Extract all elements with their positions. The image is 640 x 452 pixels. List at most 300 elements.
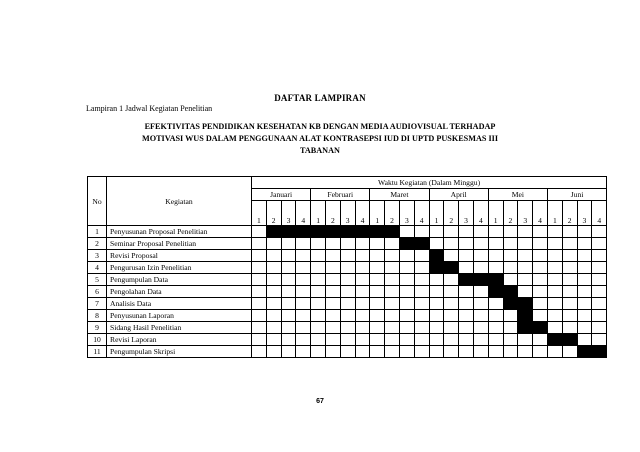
schedule-empty-cell	[459, 226, 474, 238]
schedule-empty-cell	[562, 262, 577, 274]
schedule-empty-cell	[414, 298, 429, 310]
schedule-empty-cell	[429, 334, 444, 346]
schedule-empty-cell	[518, 262, 533, 274]
schedule-empty-cell	[399, 310, 414, 322]
schedule-empty-cell	[533, 250, 548, 262]
schedule-empty-cell	[473, 238, 488, 250]
schedule-empty-cell	[503, 334, 518, 346]
schedule-empty-cell	[266, 274, 281, 286]
schedule-empty-cell	[488, 238, 503, 250]
schedule-empty-cell	[311, 274, 326, 286]
table-row	[88, 226, 607, 238]
schedule-bar-cell	[459, 274, 474, 286]
schedule-empty-cell	[547, 274, 562, 286]
schedule-empty-cell	[503, 262, 518, 274]
schedule-empty-cell	[503, 322, 518, 334]
activity-name: Penyusunan Proposal Penelitian	[107, 226, 252, 238]
schedule-empty-cell	[385, 298, 400, 310]
schedule-bar-cell	[518, 298, 533, 310]
schedule-empty-cell	[488, 226, 503, 238]
week-header: 1	[547, 201, 562, 226]
schedule-empty-cell	[429, 226, 444, 238]
schedule-empty-cell	[488, 250, 503, 262]
schedule-empty-cell	[533, 226, 548, 238]
schedule-empty-cell	[399, 346, 414, 358]
schedule-empty-cell	[473, 226, 488, 238]
schedule-empty-cell	[414, 310, 429, 322]
schedule-empty-cell	[296, 322, 311, 334]
schedule-empty-cell	[562, 274, 577, 286]
schedule-empty-cell	[547, 286, 562, 298]
schedule-bar-cell	[385, 226, 400, 238]
research-title	[100, 121, 540, 157]
schedule-empty-cell	[385, 334, 400, 346]
schedule-empty-cell	[429, 238, 444, 250]
schedule-empty-cell	[429, 298, 444, 310]
schedule-empty-cell	[562, 298, 577, 310]
schedule-empty-cell	[518, 250, 533, 262]
schedule-empty-cell	[281, 238, 296, 250]
schedule-empty-cell	[281, 322, 296, 334]
week-header: 4	[355, 201, 370, 226]
schedule-empty-cell	[577, 334, 592, 346]
schedule-empty-cell	[340, 250, 355, 262]
schedule-empty-cell	[311, 334, 326, 346]
activity-name: Revisi Proposal	[107, 250, 252, 262]
schedule-empty-cell	[533, 262, 548, 274]
schedule-bar-cell	[429, 262, 444, 274]
table-row	[88, 238, 607, 250]
schedule-empty-cell	[266, 262, 281, 274]
schedule-body	[88, 226, 607, 358]
schedule-empty-cell	[444, 238, 459, 250]
table-row	[88, 322, 607, 334]
schedule-empty-cell	[252, 346, 267, 358]
schedule-empty-cell	[252, 238, 267, 250]
schedule-empty-cell	[592, 298, 607, 310]
schedule-empty-cell	[473, 250, 488, 262]
schedule-empty-cell	[459, 346, 474, 358]
schedule-empty-cell	[459, 298, 474, 310]
week-header: 4	[533, 201, 548, 226]
schedule-empty-cell	[518, 238, 533, 250]
schedule-empty-cell	[385, 250, 400, 262]
week-header: 3	[340, 201, 355, 226]
week-header: 4	[296, 201, 311, 226]
header-no: No	[88, 177, 107, 226]
schedule-empty-cell	[414, 250, 429, 262]
month-header: Januari	[252, 189, 311, 201]
research-title-line-2: MOTIVASI WUS DALAM PENGGUNAAN ALAT KONTRASEPSI IUD DI UPTD PUSKESMAS III	[141, 134, 499, 143]
week-header: 2	[562, 201, 577, 226]
schedule-bar-cell	[370, 226, 385, 238]
schedule-empty-cell	[311, 262, 326, 274]
schedule-empty-cell	[281, 250, 296, 262]
schedule-empty-cell	[340, 238, 355, 250]
schedule-empty-cell	[488, 322, 503, 334]
week-header: 1	[252, 201, 267, 226]
schedule-bar-cell	[325, 226, 340, 238]
schedule-empty-cell	[459, 310, 474, 322]
schedule-empty-cell	[340, 346, 355, 358]
schedule-empty-cell	[547, 250, 562, 262]
schedule-empty-cell	[414, 226, 429, 238]
schedule-empty-cell	[252, 298, 267, 310]
schedule-empty-cell	[459, 334, 474, 346]
schedule-bar-cell	[592, 346, 607, 358]
schedule-empty-cell	[266, 238, 281, 250]
schedule-empty-cell	[399, 262, 414, 274]
schedule-empty-cell	[473, 262, 488, 274]
week-header: 4	[414, 201, 429, 226]
activity-name: Pengurusan Izin Penelitian	[107, 262, 252, 274]
week-header: 1	[429, 201, 444, 226]
schedule-empty-cell	[562, 310, 577, 322]
schedule-bar-cell	[503, 286, 518, 298]
schedule-empty-cell	[311, 238, 326, 250]
schedule-empty-cell	[533, 286, 548, 298]
schedule-empty-cell	[370, 274, 385, 286]
week-header: 3	[281, 201, 296, 226]
schedule-empty-cell	[399, 298, 414, 310]
week-header: 3	[518, 201, 533, 226]
schedule-empty-cell	[518, 226, 533, 238]
schedule-empty-cell	[533, 238, 548, 250]
schedule-empty-cell	[385, 286, 400, 298]
schedule-empty-cell	[281, 334, 296, 346]
schedule-empty-cell	[325, 238, 340, 250]
activity-name: Seminar Proposal Penelitian	[107, 238, 252, 250]
schedule-empty-cell	[311, 298, 326, 310]
schedule-empty-cell	[488, 310, 503, 322]
schedule-empty-cell	[399, 274, 414, 286]
schedule-empty-cell	[399, 250, 414, 262]
schedule-empty-cell	[459, 262, 474, 274]
schedule-empty-cell	[547, 322, 562, 334]
schedule-empty-cell	[444, 334, 459, 346]
schedule-empty-cell	[488, 334, 503, 346]
schedule-empty-cell	[399, 226, 414, 238]
row-number: 4	[88, 262, 107, 274]
schedule-empty-cell	[547, 262, 562, 274]
row-number: 9	[88, 322, 107, 334]
schedule-empty-cell	[311, 346, 326, 358]
schedule-empty-cell	[473, 286, 488, 298]
schedule-empty-cell	[429, 286, 444, 298]
activity-name: Sidang Hasil Penelitian	[107, 322, 252, 334]
schedule-empty-cell	[488, 262, 503, 274]
schedule-empty-cell	[340, 286, 355, 298]
schedule-empty-cell	[533, 298, 548, 310]
schedule-bar-cell	[577, 346, 592, 358]
schedule-empty-cell	[577, 298, 592, 310]
schedule-empty-cell	[577, 226, 592, 238]
schedule-empty-cell	[252, 322, 267, 334]
schedule-empty-cell	[473, 310, 488, 322]
schedule-empty-cell	[355, 286, 370, 298]
schedule-empty-cell	[252, 310, 267, 322]
row-number: 10	[88, 334, 107, 346]
schedule-empty-cell	[444, 346, 459, 358]
schedule-empty-cell	[252, 226, 267, 238]
activity-name: Pengumpulan Skripsi	[107, 346, 252, 358]
schedule-empty-cell	[429, 310, 444, 322]
schedule-empty-cell	[311, 250, 326, 262]
schedule-empty-cell	[355, 322, 370, 334]
schedule-empty-cell	[281, 286, 296, 298]
schedule-empty-cell	[577, 250, 592, 262]
schedule-empty-cell	[592, 334, 607, 346]
schedule-empty-cell	[325, 274, 340, 286]
schedule-empty-cell	[340, 322, 355, 334]
week-header: 3	[399, 201, 414, 226]
schedule-empty-cell	[459, 238, 474, 250]
schedule-empty-cell	[399, 322, 414, 334]
schedule-bar-cell	[296, 226, 311, 238]
schedule-empty-cell	[296, 334, 311, 346]
schedule-bar-cell	[399, 238, 414, 250]
schedule-empty-cell	[311, 286, 326, 298]
schedule-empty-cell	[577, 262, 592, 274]
schedule-empty-cell	[444, 310, 459, 322]
schedule-empty-cell	[370, 238, 385, 250]
schedule-empty-cell	[592, 262, 607, 274]
row-number: 1	[88, 226, 107, 238]
week-header: 2	[325, 201, 340, 226]
schedule-empty-cell	[503, 226, 518, 238]
week-header: 4	[473, 201, 488, 226]
schedule-bar-cell	[473, 274, 488, 286]
schedule-empty-cell	[385, 274, 400, 286]
page-title: DAFTAR LAMPIRAN	[274, 93, 366, 103]
schedule-empty-cell	[503, 250, 518, 262]
schedule-empty-cell	[429, 346, 444, 358]
schedule-empty-cell	[355, 334, 370, 346]
schedule-empty-cell	[311, 310, 326, 322]
schedule-empty-cell	[266, 322, 281, 334]
schedule-empty-cell	[414, 262, 429, 274]
schedule-empty-cell	[370, 250, 385, 262]
activity-name: Revisi Laporan	[107, 334, 252, 346]
week-header: 4	[592, 201, 607, 226]
schedule-empty-cell	[518, 334, 533, 346]
table-row	[88, 310, 607, 322]
schedule-empty-cell	[370, 286, 385, 298]
schedule-empty-cell	[562, 322, 577, 334]
schedule-empty-cell	[355, 274, 370, 286]
schedule-empty-cell	[355, 298, 370, 310]
schedule-empty-cell	[459, 250, 474, 262]
schedule-empty-cell	[252, 286, 267, 298]
schedule-empty-cell	[252, 250, 267, 262]
row-number: 11	[88, 346, 107, 358]
schedule-bar-cell	[562, 334, 577, 346]
week-header: 3	[577, 201, 592, 226]
table-row	[88, 250, 607, 262]
activity-name: Pengumpulan Data	[107, 274, 252, 286]
schedule-bar-cell	[444, 262, 459, 274]
activity-name: Pengolahan Data	[107, 286, 252, 298]
schedule-empty-cell	[296, 262, 311, 274]
week-header: 1	[311, 201, 326, 226]
schedule-empty-cell	[325, 346, 340, 358]
schedule-empty-cell	[266, 346, 281, 358]
schedule-empty-cell	[577, 286, 592, 298]
table-row	[88, 334, 607, 346]
schedule-empty-cell	[281, 298, 296, 310]
schedule-empty-cell	[399, 334, 414, 346]
table-row	[88, 274, 607, 286]
research-title-line-3: TABANAN	[300, 146, 340, 155]
schedule-empty-cell	[592, 322, 607, 334]
schedule-bar-cell	[355, 226, 370, 238]
schedule-empty-cell	[370, 298, 385, 310]
schedule-empty-cell	[355, 310, 370, 322]
schedule-empty-cell	[281, 274, 296, 286]
schedule-bar-cell	[281, 226, 296, 238]
schedule-empty-cell	[444, 274, 459, 286]
schedule-empty-cell	[385, 310, 400, 322]
schedule-empty-cell	[547, 310, 562, 322]
week-header: 1	[370, 201, 385, 226]
schedule-empty-cell	[266, 250, 281, 262]
schedule-empty-cell	[370, 322, 385, 334]
table-row	[88, 262, 607, 274]
schedule-empty-cell	[533, 310, 548, 322]
schedule-empty-cell	[370, 310, 385, 322]
schedule-empty-cell	[577, 322, 592, 334]
schedule-empty-cell	[562, 346, 577, 358]
schedule-empty-cell	[444, 298, 459, 310]
schedule-empty-cell	[444, 322, 459, 334]
schedule-empty-cell	[562, 226, 577, 238]
appendix-subtitle: Lampiran 1 Jadwal Kegiatan Penelitian	[86, 104, 213, 113]
activity-name: Penyusunan Laporan	[107, 310, 252, 322]
schedule-empty-cell	[266, 298, 281, 310]
schedule-empty-cell	[592, 226, 607, 238]
schedule-empty-cell	[340, 262, 355, 274]
schedule-bar-cell	[488, 286, 503, 298]
schedule-empty-cell	[325, 298, 340, 310]
schedule-empty-cell	[518, 286, 533, 298]
schedule-empty-cell	[503, 346, 518, 358]
schedule-empty-cell	[503, 310, 518, 322]
table-row	[88, 346, 607, 358]
schedule-empty-cell	[340, 310, 355, 322]
schedule-bar-cell	[547, 334, 562, 346]
schedule-empty-cell	[325, 334, 340, 346]
schedule-empty-cell	[547, 226, 562, 238]
row-number: 2	[88, 238, 107, 250]
schedule-empty-cell	[547, 298, 562, 310]
schedule-empty-cell	[459, 286, 474, 298]
schedule-empty-cell	[296, 286, 311, 298]
schedule-empty-cell	[414, 322, 429, 334]
schedule-empty-cell	[592, 310, 607, 322]
schedule-empty-cell	[503, 238, 518, 250]
schedule-empty-cell	[325, 322, 340, 334]
schedule-bar-cell	[518, 310, 533, 322]
month-header: Februari	[311, 189, 370, 201]
schedule-empty-cell	[281, 346, 296, 358]
schedule-empty-cell	[340, 298, 355, 310]
schedule-empty-cell	[414, 334, 429, 346]
schedule-empty-cell	[577, 274, 592, 286]
schedule-empty-cell	[266, 334, 281, 346]
schedule-empty-cell	[296, 274, 311, 286]
header-row-time	[88, 177, 607, 189]
schedule-empty-cell	[414, 346, 429, 358]
schedule-empty-cell	[562, 286, 577, 298]
table-row	[88, 286, 607, 298]
schedule-bar-cell	[503, 298, 518, 310]
row-number: 7	[88, 298, 107, 310]
schedule-empty-cell	[562, 238, 577, 250]
month-header: Maret	[370, 189, 429, 201]
week-header: 2	[266, 201, 281, 226]
schedule-empty-cell	[355, 262, 370, 274]
row-number: 3	[88, 250, 107, 262]
schedule-empty-cell	[266, 286, 281, 298]
schedule-empty-cell	[547, 238, 562, 250]
schedule-empty-cell	[296, 346, 311, 358]
research-title-line-1: EFEKTIVITAS PENDIDIKAN KESEHATAN KB DENGAN MEDIA AUDIOVISUAL TERHADAP	[144, 122, 496, 131]
schedule-empty-cell	[355, 250, 370, 262]
week-header: 2	[444, 201, 459, 226]
schedule-empty-cell	[503, 274, 518, 286]
schedule-empty-cell	[547, 346, 562, 358]
activity-name: Analisis Data	[107, 298, 252, 310]
header-activity: Kegiatan	[107, 177, 252, 226]
schedule-empty-cell	[296, 238, 311, 250]
schedule-empty-cell	[533, 334, 548, 346]
schedule-bar-cell	[518, 322, 533, 334]
schedule-empty-cell	[325, 250, 340, 262]
schedule-empty-cell	[592, 238, 607, 250]
schedule-bar-cell	[488, 274, 503, 286]
schedule-empty-cell	[429, 274, 444, 286]
schedule-empty-cell	[473, 322, 488, 334]
schedule-empty-cell	[370, 262, 385, 274]
week-header: 1	[488, 201, 503, 226]
week-header: 2	[503, 201, 518, 226]
schedule-empty-cell	[296, 310, 311, 322]
schedule-empty-cell	[518, 346, 533, 358]
schedule-empty-cell	[444, 226, 459, 238]
schedule-empty-cell	[385, 322, 400, 334]
schedule-bar-cell	[533, 322, 548, 334]
schedule-empty-cell	[518, 274, 533, 286]
header-time: Waktu Kegiatan (Dalam Minggu)	[252, 177, 607, 189]
schedule-bar-cell	[311, 226, 326, 238]
schedule-empty-cell	[533, 346, 548, 358]
schedule-empty-cell	[414, 286, 429, 298]
schedule-empty-cell	[325, 286, 340, 298]
schedule-empty-cell	[252, 262, 267, 274]
schedule-table	[87, 176, 607, 358]
row-number: 5	[88, 274, 107, 286]
schedule-empty-cell	[325, 262, 340, 274]
schedule-empty-cell	[473, 346, 488, 358]
schedule-empty-cell	[429, 322, 444, 334]
row-number: 6	[88, 286, 107, 298]
schedule-empty-cell	[444, 250, 459, 262]
page-number: 67	[316, 398, 324, 405]
schedule-empty-cell	[311, 322, 326, 334]
schedule-empty-cell	[385, 346, 400, 358]
schedule-empty-cell	[459, 322, 474, 334]
month-header: April	[429, 189, 488, 201]
